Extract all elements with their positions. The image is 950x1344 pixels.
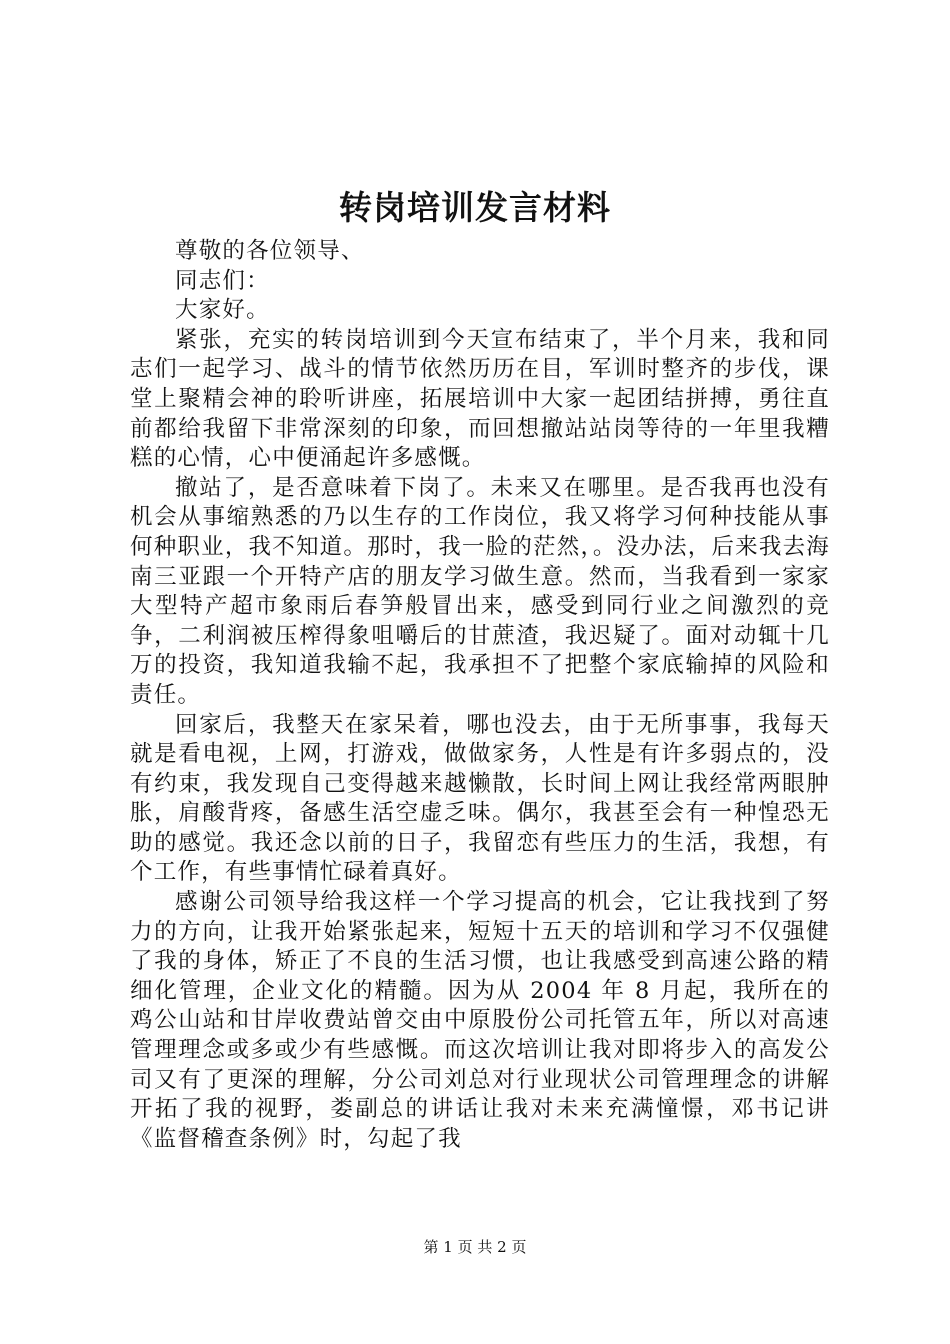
document-title: 转岗培训发言材料 [339,188,611,227]
body-paragraph: 撤站了，是否意味着下岗了。未来又在哪里。是否我再也没有机会从事缩熟悉的乃以生存的工作岗位，我又将学习何种技能从事何种职业，我不知道。那时，我一脸的茫然，。没办法，后来我去海南三亚跟一个开特产店的朋友学习做生意。然而，当我看到一家家大型特产超市象雨后春笋般冒出来，感受到同行业之间激烈的竞争，二利润被压榨得象咀嚼后的甘蔗渣，我迟疑了。面对动辄十几万的投资，我知道我输不起，我承担不了把整个家底输掉的风险和责任。 [130,474,830,708]
body-paragraph: 紧张，充实的转岗培训到今天宣布结束了，半个月来，我和同志们一起学习、战斗的情节依然历历在目，军训时整齐的步伐，课堂上聚精会神的聆听讲座，拓展培训中大家一起团结拼搏，勇往直前都给我留下非常深刻的印象，而回想撤站站岗等待的一年里我糟糕的心情，心中便涌起许多感慨。 [130,326,830,472]
body-paragraph: 感谢公司领导给我这样一个学习提高的机会，它让我找到了努力的方向，让我开始紧张起来，短短十五天的培训和学习不仅强健了我的身体，矫正了不良的生活习惯，也让我感受到高速公路的精细化管理，企业文化的精髓。因为从 2004 年 8 月起，我所在的鸡公山站和甘岸收费站曾交由中原股份公司托管五年，所以对高速管理理念或多或少有些感慨。而这次培训让我对即将步入的高发公司又有了更深的理解，分公司刘总对行业现状公司管理理念的讲解开拓了我的视野，娄副总的讲话让我对未来充满憧憬，邓书记讲《监督稽查条例》时，勾起了我 [130,889,830,1152]
body-paragraph: 回家后，我整天在家呆着，哪也没去，由于无所事事，我每天就是看电视，上网，打游戏，做做家务，人性是有许多弱点的，没有约束，我发现自己变得越来越懒散，长时间上网让我经常两眼肿胀，肩酸背疼，备感生活空虚乏味。偶尔，我甚至会有一种惶恐无助的感觉。我还念以前的日子，我留恋有些压力的生活，我想，有个工作，有些事情忙碌着真好。 [130,711,830,886]
salutation-line-2: 同志们： [175,267,270,294]
document-body [130,237,830,1154]
salutation-line-1: 尊敬的各位领导、 [175,238,365,264]
greeting-line: 大家好。 [175,297,270,324]
page-footer: 第 1 页 共 2 页 [423,1238,527,1256]
